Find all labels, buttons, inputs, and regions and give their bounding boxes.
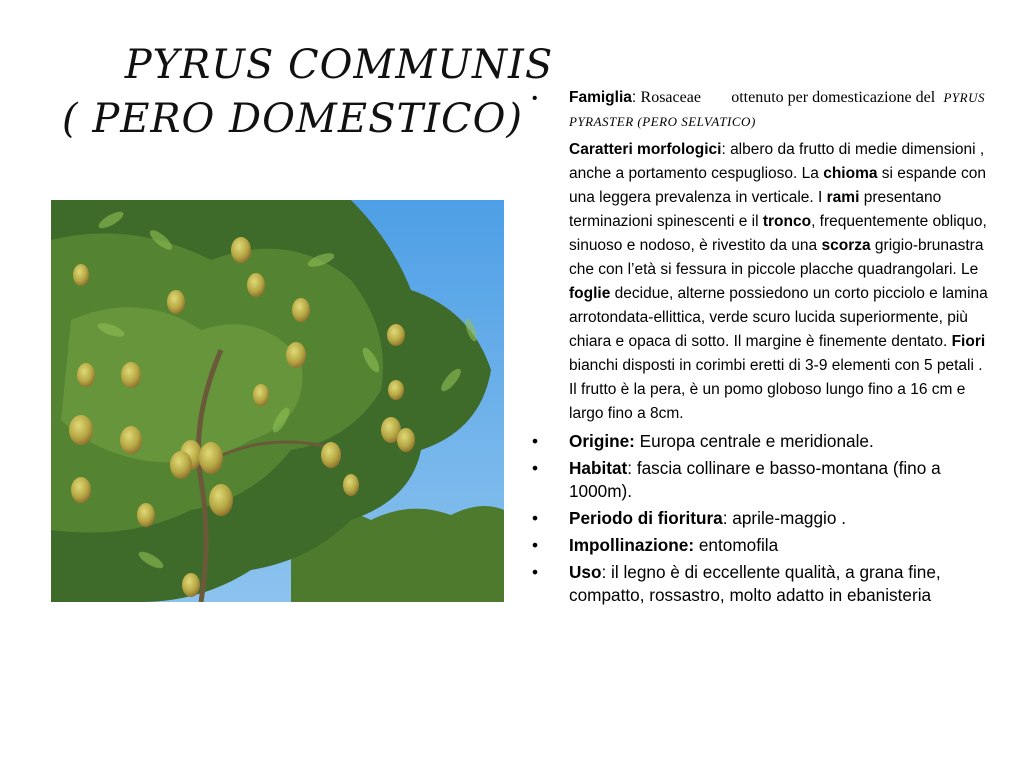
caratteri-text: grigio-brunastra che con l’età si fessura in piccole placche quadrangolari. Le bbox=[569, 237, 984, 278]
list-item-famiglia bbox=[532, 86, 992, 426]
list-item-fioritura bbox=[532, 507, 992, 530]
impollinazione-label: Impollinazione: bbox=[569, 535, 695, 555]
pear-tree-image bbox=[51, 200, 504, 602]
caratteri-text: , frequentemente obliquo, sinuoso e nodoso, è rivestito da una bbox=[569, 213, 987, 254]
bullet: • bbox=[532, 562, 539, 582]
bullet: • bbox=[532, 535, 539, 555]
caratteri-label: Caratteri morfologici bbox=[569, 141, 722, 158]
fioritura-label: Periodo di fioritura bbox=[569, 508, 723, 528]
famiglia-colon: : bbox=[631, 89, 641, 106]
habitat-value: : fascia collinare e basso-montana (fino a 1000m). bbox=[569, 458, 941, 501]
fioritura-value: : aprile-maggio . bbox=[722, 508, 846, 528]
list-item-origine bbox=[532, 430, 992, 453]
bullet: • bbox=[532, 431, 539, 451]
description-list bbox=[532, 86, 992, 607]
pear-tree-photo bbox=[51, 200, 504, 602]
list-item-uso bbox=[532, 561, 992, 607]
list-item-impollinazione bbox=[532, 534, 992, 557]
bullet: • bbox=[532, 458, 539, 478]
uso-label: Uso bbox=[569, 562, 602, 582]
caratteri-text: bianchi disposti in corimbi eretti di 3-9 elementi con 5 petali . Il frutto è la pera, è un pomo globoso lungo fino a 16 cm e largo fino a 8cm. bbox=[569, 357, 983, 422]
caratteri-text: : albero da frutto di medie dimensioni , anche a portamento cespuglioso. La bbox=[569, 141, 985, 182]
origine-value: Europa centrale e meridionale. bbox=[634, 431, 874, 451]
bullet: • bbox=[532, 90, 538, 107]
chioma-term: chioma bbox=[823, 165, 878, 182]
title-line-1: PYRUS COMMUNIS bbox=[124, 42, 554, 88]
famiglia-label: Famiglia bbox=[569, 89, 632, 106]
impollinazione-value: entomofila bbox=[694, 535, 779, 555]
habitat-label: Habitat bbox=[569, 458, 628, 478]
slide-title bbox=[60, 38, 580, 146]
list-item-habitat bbox=[532, 457, 992, 503]
tronco-term: tronco bbox=[762, 213, 812, 230]
uso-value: : il legno è di eccellente qualità, a grana fine, compatto, rossastro, molto adatto in ebanisteria bbox=[569, 562, 941, 605]
rami-term: rami bbox=[826, 189, 860, 206]
famiglia-tail: ottenuto per domesticazione del bbox=[731, 89, 936, 106]
bullet: • bbox=[532, 508, 539, 528]
famiglia-species: PYRUS PYRASTER (PERO SELVATICO) bbox=[569, 90, 985, 129]
caratteri-text: si espande con una leggera prevalenza in verticale. I bbox=[569, 165, 987, 206]
caratteri-paragraph bbox=[569, 138, 992, 426]
caratteri-text: decidue, alterne possiedono un corto picciolo e lamina arrotondata-ellittica, verde scuro lucida superiormente, più chiara e opaca di sotto. Il margine è finemente dentato. bbox=[569, 285, 988, 350]
foglie-term: foglie bbox=[569, 285, 611, 302]
famiglia-value: Rosaceae bbox=[640, 89, 701, 106]
fiori-term: Fiori bbox=[951, 333, 986, 350]
caratteri-text: presentano terminazioni spinescenti e il bbox=[569, 189, 942, 230]
scorza-term: scorza bbox=[821, 237, 871, 254]
origine-label: Origine: bbox=[569, 431, 635, 451]
title-line-2: ( PERO DOMESTICO) bbox=[62, 96, 523, 142]
